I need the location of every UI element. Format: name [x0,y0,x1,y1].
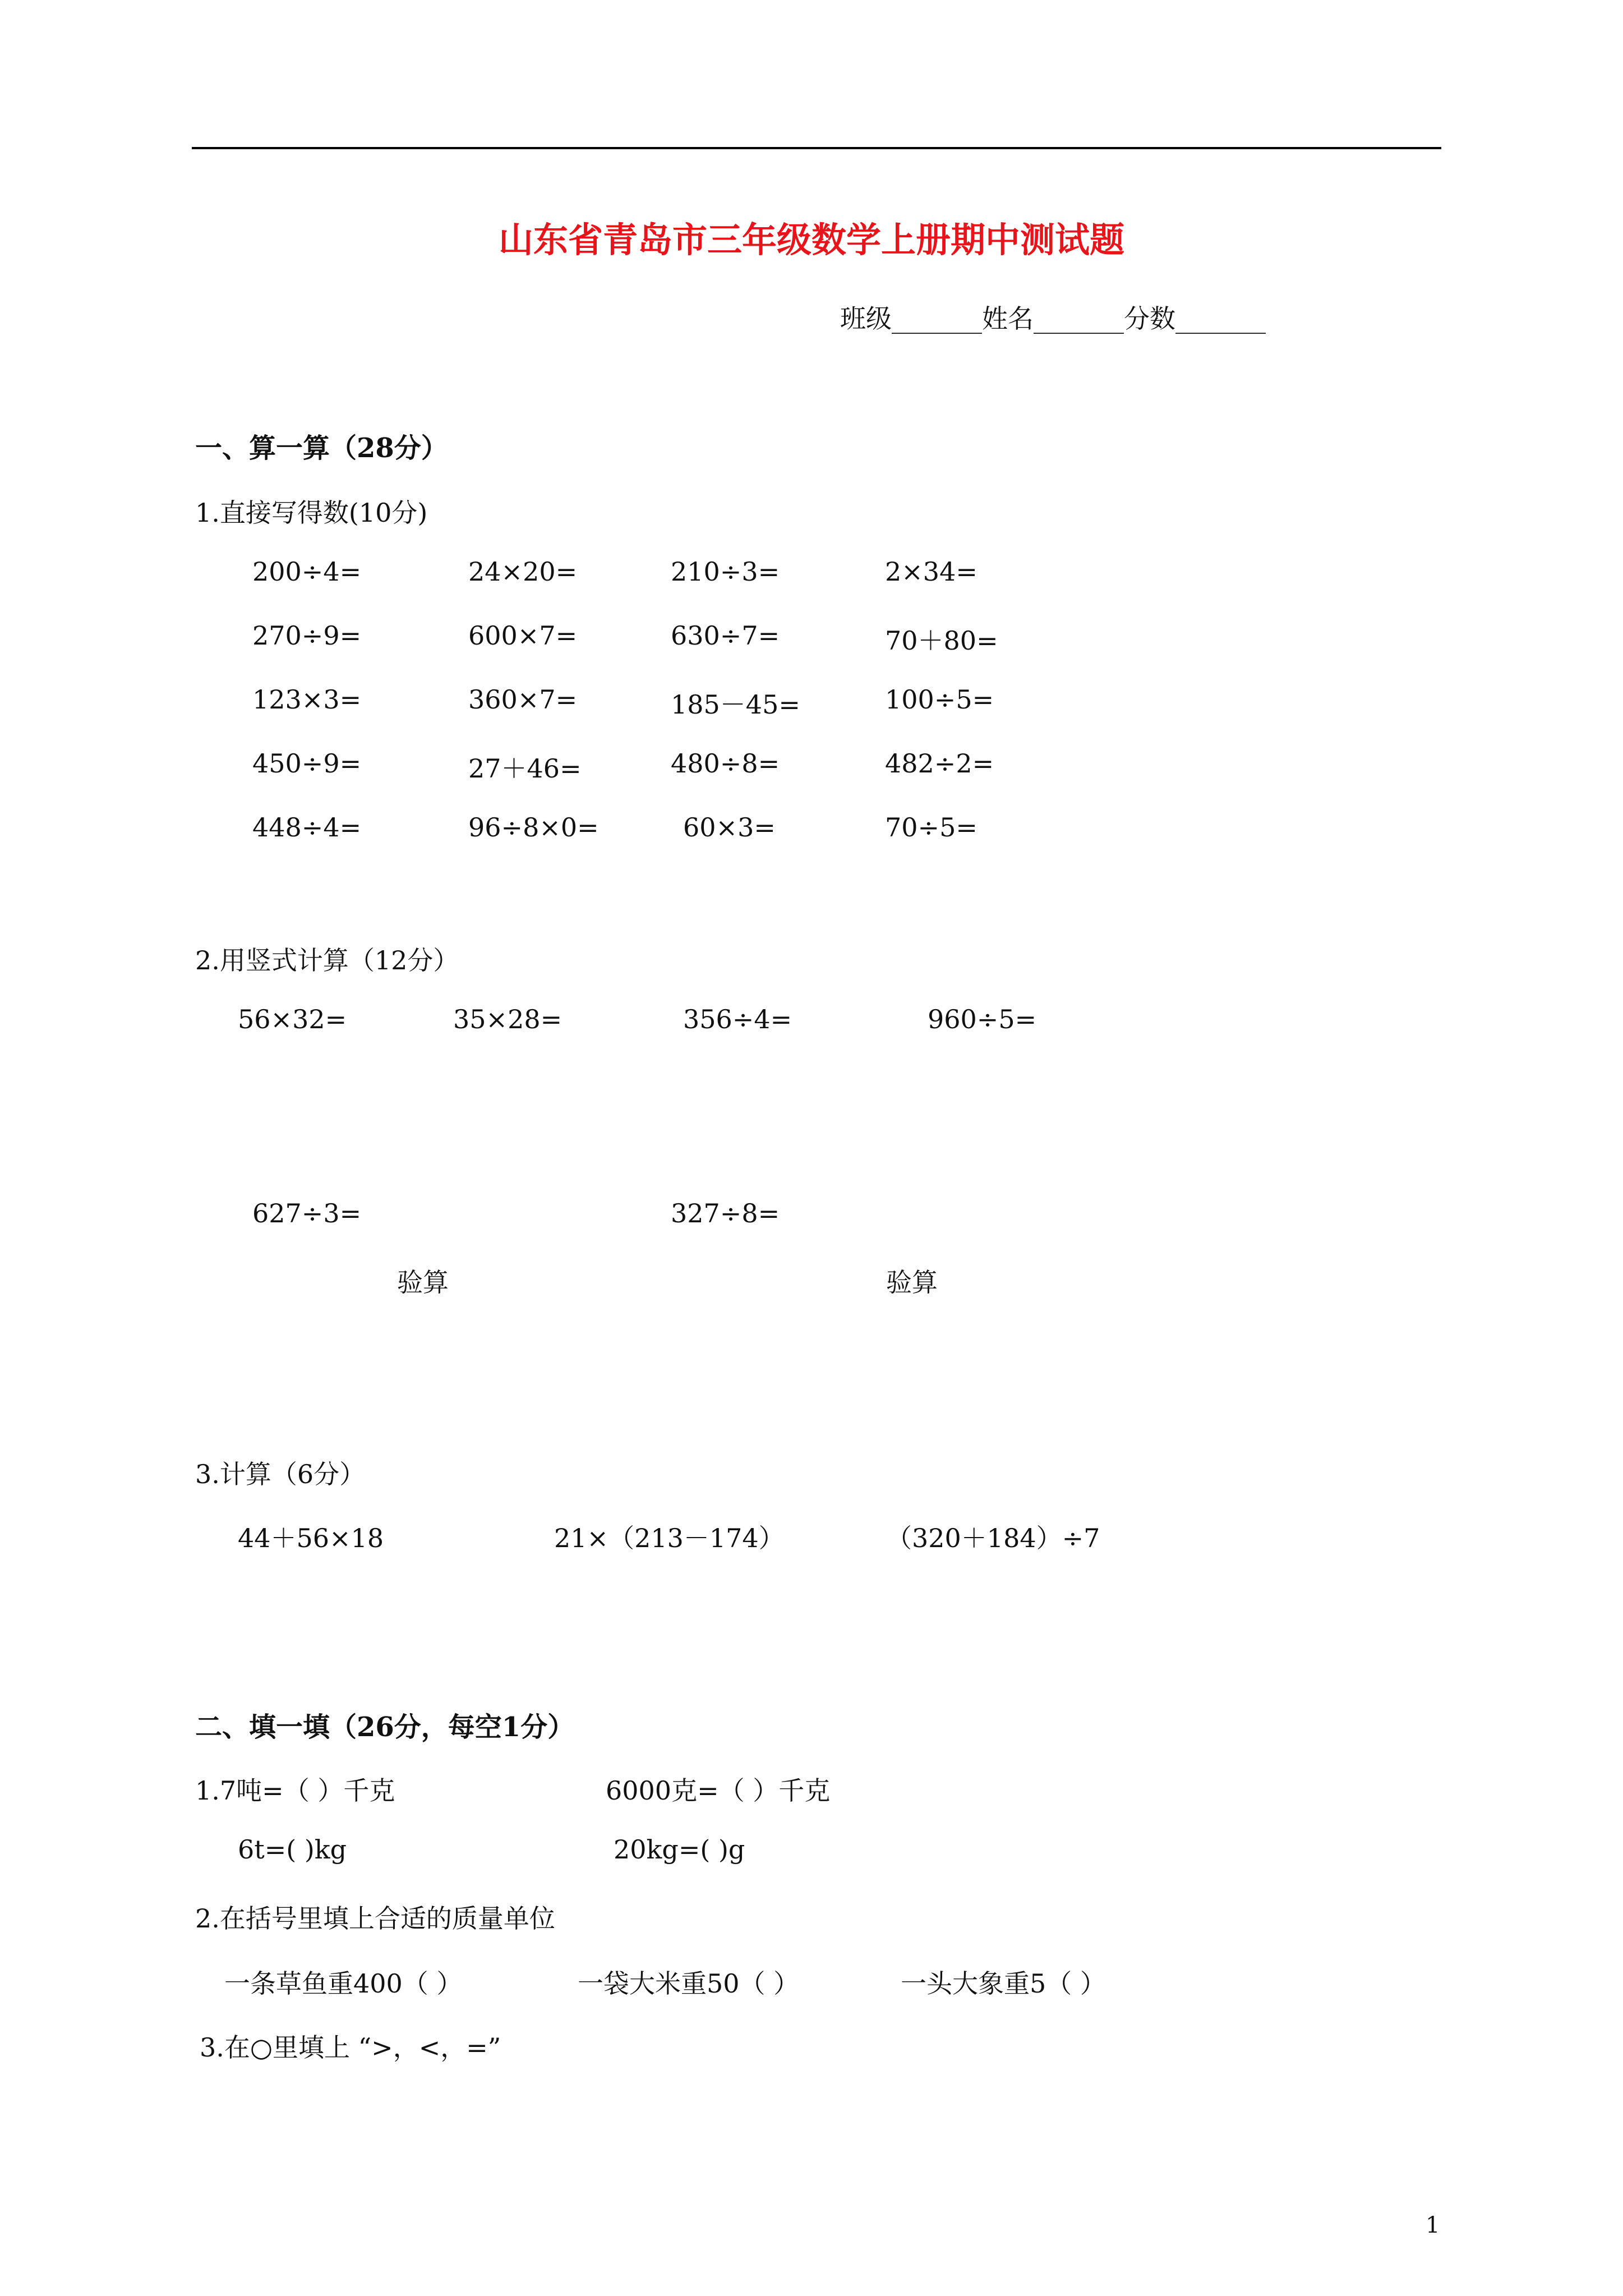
mental-math-item: 123×3= [252,684,362,715]
page-number: 1 [1426,2212,1440,2238]
mental-math-item: 60×3= [683,812,776,843]
page-title: 山东省青岛市三年级数学上册期中测试题 [498,219,1124,260]
mental-math-item: 200÷4= [252,556,362,587]
q1-label: 1.直接写得数(10分) [195,498,428,528]
mental-math-item: 70＋80= [885,625,998,656]
vertical-calc-item: 56×32= [238,1004,347,1034]
fill-blank-item: 20kg=( )g [614,1834,745,1865]
header-rule [192,147,1441,149]
section-1-heading: 一、算一算（28分） [195,432,448,464]
mental-math-item: 600×7= [468,620,578,651]
check-label: 验算 [886,1267,938,1297]
unit-fill-item: 一袋大米重50（ ） [578,1968,800,1999]
vertical-calc-item: 327÷8= [671,1198,780,1228]
fill-blank-item: 1.7吨=（ ）千克 [195,1775,395,1806]
fill-blank-item: 6000克=（ ）千克 [606,1775,831,1806]
mental-math-item: 2×34= [885,556,978,587]
vertical-calc-item: 960÷5= [928,1004,1037,1034]
mental-math-item: 450÷9= [252,748,362,779]
vertical-calc-item: 35×28= [453,1004,562,1034]
section-2-heading: 二、填一填（26分，每空1分） [195,1711,575,1743]
student-info-line: 班级_______姓名_______分数_______ [840,303,1266,334]
calc-item: 21×（213－174） [554,1523,785,1553]
fill-blank-item: 6t=( )kg [238,1834,347,1865]
mental-math-item: 185－45= [671,689,800,720]
q3-compare-label: 3.在○里填上 “>，<，=” [200,2032,501,2063]
calc-item: （320＋184）÷7 [886,1523,1100,1553]
calc-item: 44＋56×18 [238,1523,384,1553]
mental-math-item: 24×20= [468,556,578,587]
mental-math-item: 100÷5= [885,684,994,715]
vertical-calc-item: 356÷4= [683,1004,792,1034]
mental-math-item: 482÷2= [885,748,994,779]
mental-math-item: 70÷5= [885,812,978,843]
mental-math-item: 210÷3= [671,556,780,587]
mental-math-item: 96÷8×0= [468,812,599,843]
mental-math-item: 630÷7= [671,620,780,651]
mental-math-item: 270÷9= [252,620,362,651]
unit-fill-item: 一头大象重5（ ） [901,1968,1106,1999]
q2-label: 2.用竖式计算（12分） [195,945,459,976]
vertical-calc-item: 627÷3= [252,1198,362,1228]
mental-math-item: 448÷4= [252,812,362,843]
mental-math-item: 480÷8= [671,748,780,779]
unit-fill-item: 一条草鱼重400（ ） [224,1968,463,1999]
mental-math-item: 27＋46= [468,753,582,784]
q3-label: 3.计算（6分） [195,1459,366,1489]
q2-units-label: 2.在括号里填上合适的质量单位 [195,1903,555,1934]
check-label: 验算 [397,1267,449,1297]
mental-math-item: 360×7= [468,684,578,715]
